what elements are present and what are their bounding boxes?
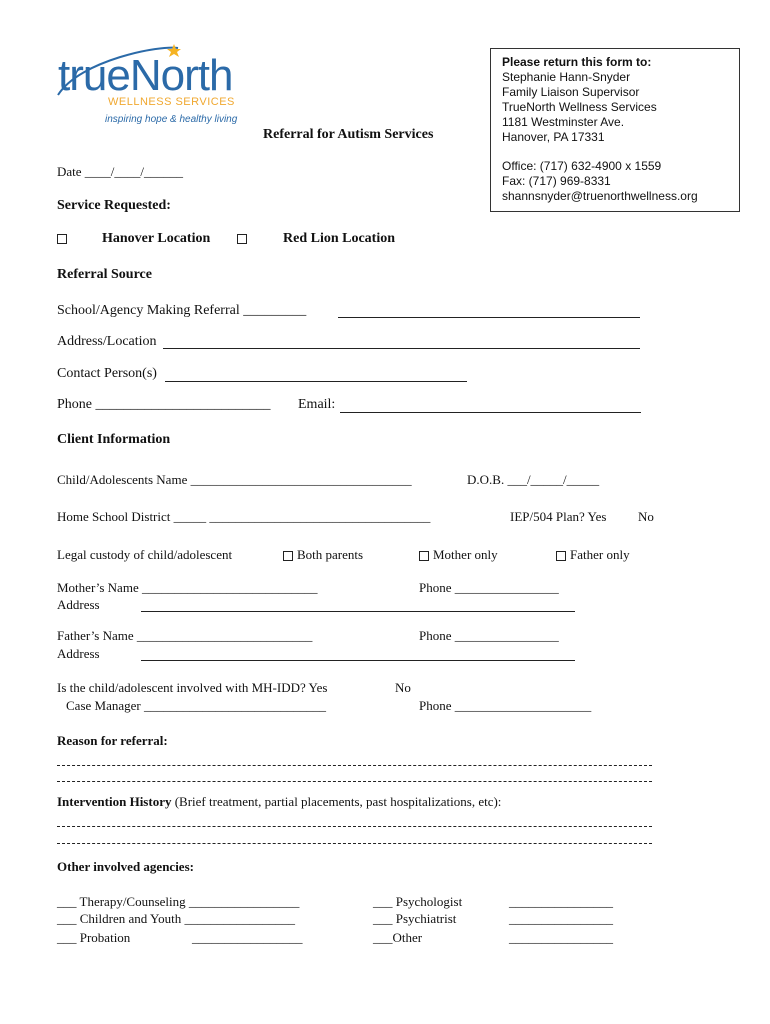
service-heading: Service Requested: — [57, 198, 171, 213]
date-field[interactable]: Date ____/____/______ — [57, 164, 184, 179]
mhidd-yes[interactable]: Is the child/adolescent involved with MH-IDD? Yes — [57, 680, 328, 695]
custody-label: Legal custody of child/adolescent — [57, 547, 233, 562]
both-parents-label: Both parents — [297, 547, 364, 562]
contact-input[interactable] — [165, 381, 467, 382]
return-line: Family Liaison Supervisor — [502, 85, 640, 99]
intervention-heading: Intervention History — [57, 794, 172, 809]
both-parents-checkbox[interactable] — [283, 551, 293, 561]
red-lion-label: Red Lion Location — [283, 231, 396, 246]
case-manager-field[interactable]: Case Manager ____________________________ — [66, 698, 326, 713]
father-address-label: Address — [57, 646, 100, 661]
reason-line-2[interactable] — [57, 781, 652, 782]
school-district-field[interactable]: Home School District _____ __________________________________ — [57, 509, 431, 524]
brand-true: true — [58, 51, 130, 100]
return-address-box — [490, 48, 740, 212]
email-input[interactable] — [340, 412, 641, 413]
phone-label[interactable]: Phone _________________________ — [57, 397, 271, 412]
father-name-field[interactable]: Father’s Name ___________________________ — [57, 628, 313, 643]
logo-subtitle: WELLNESS SERVICES — [108, 96, 235, 108]
return-line: 1181 Westminster Ave. — [502, 115, 625, 129]
case-phone-field[interactable]: Phone _____________________ — [419, 698, 592, 713]
father-phone-field[interactable]: Phone ________________ — [419, 628, 559, 643]
hanover-checkbox[interactable] — [57, 234, 67, 244]
agencies-heading: Other involved agencies: — [57, 859, 194, 874]
brand-north: North — [129, 51, 233, 100]
return-line: Stephanie Hann-Snyder — [502, 70, 631, 84]
child-name-field[interactable]: Child/Adolescents Name __________________________________ — [57, 472, 412, 487]
mother-only-label: Mother only — [433, 547, 498, 562]
dob-field[interactable]: D.O.B. ___/_____/_____ — [467, 472, 600, 487]
return-heading: Please return this form to: — [502, 55, 652, 69]
father-only-label: Father only — [570, 547, 630, 562]
psychiatrist-fill[interactable]: ________________ — [509, 911, 613, 926]
return-email: shannsnyder@truenorthwellness.org — [502, 189, 698, 203]
address-input[interactable] — [163, 348, 640, 349]
mother-address-input[interactable] — [141, 611, 575, 612]
reason-heading: Reason for referral: — [57, 733, 168, 748]
address-label: Address/Location — [57, 334, 157, 349]
agency-other[interactable]: ___Other — [373, 930, 423, 945]
mother-name-field[interactable]: Mother’s Name ___________________________ — [57, 580, 318, 595]
agency-therapy[interactable]: ___ Therapy/Counseling _________________ — [57, 894, 300, 909]
agency-probation[interactable]: ___ Probation — [57, 930, 131, 945]
logo — [50, 40, 265, 132]
other-fill[interactable]: ________________ — [509, 930, 613, 945]
referral-source-heading: Referral Source — [57, 267, 152, 282]
email-label: Email: — [298, 397, 336, 412]
agency-probation-fill[interactable]: _________________ — [192, 930, 303, 945]
return-line: TrueNorth Wellness Services — [502, 100, 657, 114]
intervention-detail: (Brief treatment, partial placements, past hospitalizations, etc): — [174, 794, 502, 809]
mhidd-no[interactable]: No — [395, 680, 411, 695]
mother-phone-field[interactable]: Phone ________________ — [419, 580, 559, 595]
mother-address-label: Address — [57, 597, 100, 612]
school-label: School/Agency Making Referral _________ — [57, 303, 307, 318]
iep-yes[interactable]: IEP/504 Plan? Yes — [510, 509, 607, 524]
school-input[interactable] — [338, 317, 640, 318]
father-only-checkbox[interactable] — [556, 551, 566, 561]
agency-children-youth[interactable]: ___ Children and Youth _________________ — [57, 911, 295, 926]
hanover-label: Hanover Location — [102, 231, 211, 246]
intervention-line-1[interactable] — [57, 826, 652, 827]
client-heading: Client Information — [57, 432, 171, 447]
reason-line-1[interactable] — [57, 765, 652, 766]
agency-psychologist[interactable]: ___ Psychologist — [373, 894, 463, 909]
logo-tagline: inspiring hope & healthy living — [105, 114, 238, 125]
form-title: Referral for Autism Services — [263, 127, 434, 142]
intervention-line-2[interactable] — [57, 843, 652, 844]
fax: Fax: (717) 969-8331 — [502, 174, 611, 188]
office-phone: Office: (717) 632-4900 x 1559 — [502, 159, 662, 173]
contact-label: Contact Person(s) — [57, 366, 157, 381]
agency-psychiatrist[interactable]: ___ Psychiatrist — [373, 911, 457, 926]
iep-no[interactable]: No — [638, 509, 654, 524]
return-line: Hanover, PA 17331 — [502, 130, 605, 144]
red-lion-checkbox[interactable] — [237, 234, 247, 244]
mother-only-checkbox[interactable] — [419, 551, 429, 561]
psychologist-fill[interactable]: ________________ — [509, 894, 613, 909]
father-address-input[interactable] — [141, 660, 575, 661]
